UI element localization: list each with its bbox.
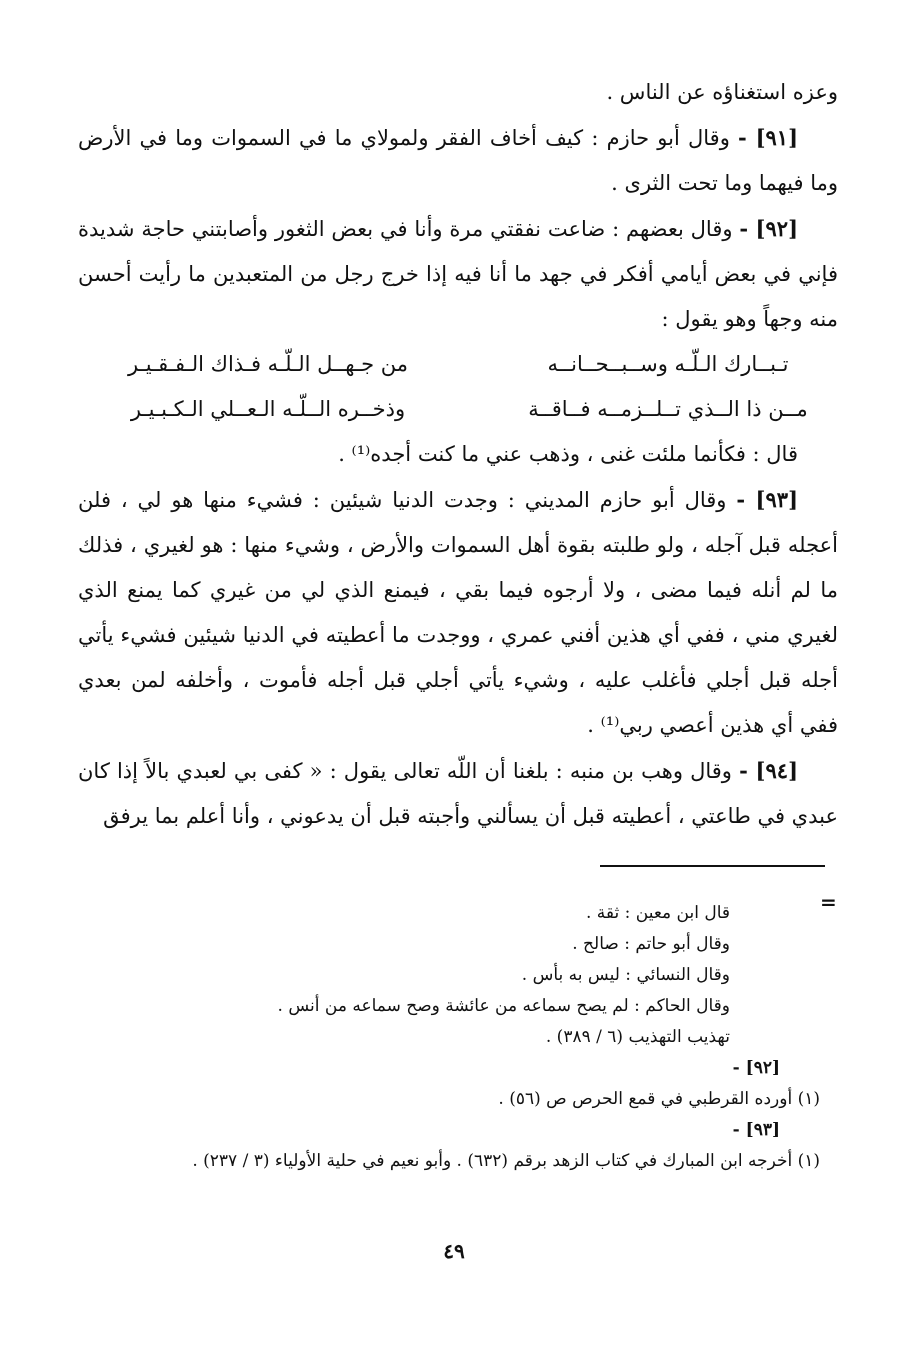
paragraph-continuation: وعزه استغناؤه عن الناس .: [606, 80, 838, 104]
paragraph-94-text: وقال وهب بن منبه : بلغنا أن اللّه تعالى يقول : « كفى بي لعبدي بالاً إذا كان عبدي في طاعتي ، أعطيته قبل أن يسألني وأجبته قبل أن يدعوني ، وأنا أعلم بما يرفق: [78, 759, 838, 828]
poem-verse: [118, 342, 818, 387]
footnote-line: تهذيب التهذيب (٦ / ٣٨٩) .: [545, 1027, 730, 1047]
poem: [78, 342, 838, 432]
paragraph-91-text: وقال أبو حازم : كيف أخاف الفقر ولمولاي ما في السموات وما في الأرض وما فيهما وما تحت الثرى .: [78, 126, 838, 195]
page-number: ٤٩: [443, 1239, 465, 1263]
paragraph-93-text: وقال أبو حازم المديني : وجدت الدنيا شيئين : فشيء منها هو لي ، فلن أعجله قبل آجله ، ولو طلبته بقوة أهل السموات والأرض ، وشيء منها : هو لغيري ، فذلك ما لم أنله فيما مضى ، ولا أرجوه فيما بقي ، فيمنع الذي لي من غيري كما يمنع الذي لغيري مني ، ففي أي هذين أفني عمري ، ووجدت ما أعطيته في الدنيا شيئين فشيء يأتي أجله قبل أجلي فأغلب عليه ، وشيء يأتي أجلي قبل أجله فأموت ، وأخلفه لمن بعدي ففي أي هذين أعصي ربي⁽¹⁾ .: [78, 488, 838, 737]
footnote-line: وقال الحاكم : لم يصح سماعه من عائشة وصح سماعه من أنس .: [277, 996, 730, 1016]
item-number-94: [٩٤] -: [739, 758, 798, 783]
item-number-91: [٩١] -: [738, 125, 799, 150]
main-text: [78, 70, 838, 839]
item-number-93: [٩٣] -: [736, 487, 798, 512]
footnote-93-1: (١) أخرجه ابن المبارك في كتاب الزهد برقم (٦٣٢) . وأبو نعيم في حلية الأولياء (٣ / ٢٣٧) .: [192, 1151, 820, 1171]
poem-verse: [118, 387, 818, 432]
footnote-92-1: (١) أورده القرطبي في قمع الحرص ص (٥٦) .: [498, 1089, 820, 1109]
paragraph-93: [78, 477, 838, 748]
footnote-continuation-mark: =: [820, 890, 837, 914]
footnote-heading-93: [٩٣] -: [732, 1120, 780, 1140]
footnote-line: وقال النسائي : ليس به بأس .: [521, 965, 730, 985]
poem-verse-2-first-half: مــن ذا الــذي تــلــزمــه فــاقــة: [528, 397, 808, 421]
paragraph-92-ending: قال : فكأنما ملئت غنى ، وذهب عني ما كنت أجده⁽¹⁾ .: [338, 442, 798, 466]
poem-verse-2-second-half: وذخــره الــلّـه الـعــلي الـكـبـيـر: [130, 397, 406, 421]
paragraph-94: [78, 748, 838, 839]
paragraph-91: [78, 115, 838, 206]
item-number-92: [٩٢] -: [739, 216, 798, 241]
footnote-separator: [600, 865, 825, 867]
paragraph-92: [78, 206, 838, 342]
poem-verse-1-first-half: تـبــارك الـلّـه وســبــحــانــه: [547, 352, 789, 376]
footnotes: [100, 898, 820, 1177]
footnote-line: وقال أبو حاتم : صالح .: [572, 934, 730, 954]
paragraph-92-text: وقال بعضهم : ضاعت نفقتي مرة وأنا في بعض الثغور وأصابتني حاجة شديدة فإني في بعض أيامي أفكر في جهد ما أنا فيه إذا خرج رجل من المتعبدين ما رأيت أحسن منه وجهاً وهو يقول :: [78, 217, 838, 331]
footnote-line: قال ابن معين : ثقة .: [585, 903, 730, 923]
poem-verse-1-second-half: من جـهــل الـلّـه فـذاك الـفـقـيـر: [127, 352, 409, 376]
footnote-heading-92: [٩٢] -: [732, 1058, 780, 1078]
